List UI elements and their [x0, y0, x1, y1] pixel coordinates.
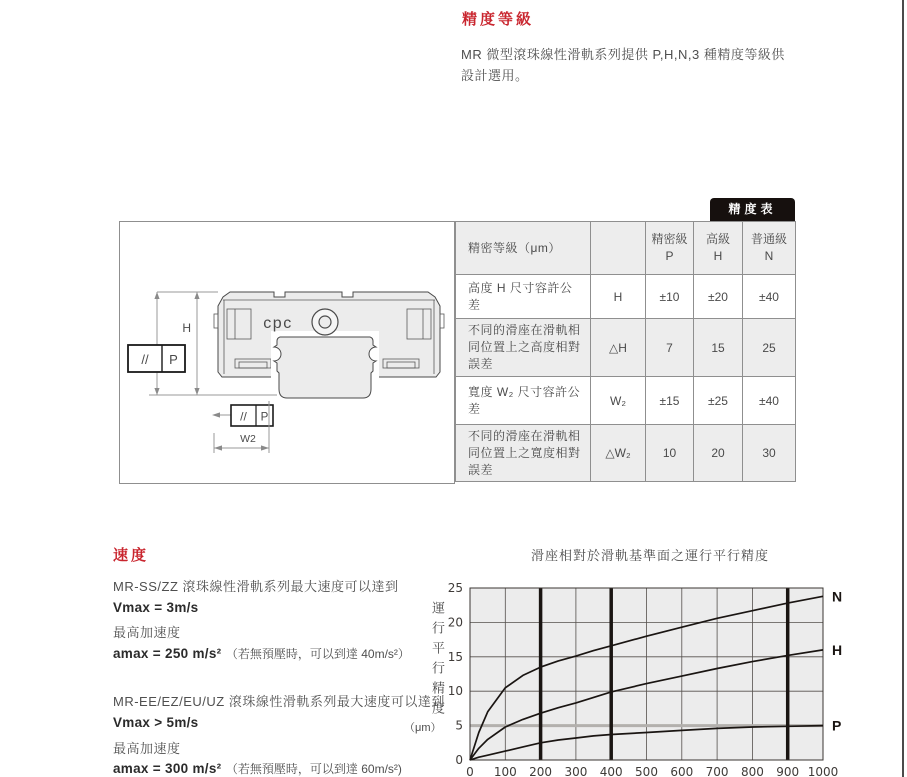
x-tick-label: 0 [466, 765, 474, 777]
y-tick-label: 5 [455, 718, 463, 733]
x-tick-label: 400 [599, 765, 623, 777]
precision-table-tab: 精度表 [710, 198, 795, 221]
dim-w2-label: W2 [240, 433, 256, 445]
carriage-cross-section-diagram [119, 221, 455, 484]
precision-body-line2: 設計選用。 [461, 68, 529, 83]
dim-h-label: H [182, 321, 191, 335]
speed-section-title: 速度 [113, 547, 150, 564]
grease-hole-inner-icon [319, 316, 331, 328]
x-tick-label: 900 [776, 765, 800, 777]
speed-para2-vmax: Vmax > 5m/s [113, 715, 199, 730]
curve-label-P: P [832, 717, 842, 734]
x-tick-label: 300 [564, 765, 588, 777]
table-header-row [456, 222, 796, 275]
precision-section-title: 精度等級 [462, 11, 535, 28]
y-tick-label: 0 [455, 753, 463, 767]
unit-header-cell: 精密等級（μm） [456, 222, 591, 275]
precision-body-line1: MR 微型滾珠線性滑軌系列提供 P,H,N,3 種精度等級供 [461, 47, 785, 62]
parallelism-symbol: // [240, 409, 247, 424]
parallelism-datum: P [169, 352, 178, 367]
speed-para2-line1: MR-EE/EZ/EU/UZ 滾珠線性滑軌系列最大速度可以達到 [113, 694, 445, 709]
y-tick-label: 25 [447, 581, 463, 595]
parallelism-datum: P [260, 411, 269, 424]
speed-para1-amax-line [113, 645, 410, 663]
table-row: 寬度 W₂ 尺寸容許公差 W₂ ±15 ±25 ±40 [456, 377, 796, 425]
parallelism-frame-left [128, 345, 185, 372]
y-tick-label: 15 [447, 649, 463, 664]
x-tick-label: 500 [635, 765, 658, 777]
rail-profile [274, 337, 376, 398]
x-tick-label: 800 [740, 765, 764, 777]
curve-label-N: N [832, 588, 843, 605]
chart-title: 滑座相對於滑軌基準面之運行平行精度 [530, 548, 769, 563]
cpc-logo: cpc [263, 315, 293, 332]
speed-para2-accel-label: 最高加速度 [113, 741, 181, 756]
col-header-p: 精密級 P [646, 222, 694, 275]
speed-para1-line1: MR-SS/ZZ 滾珠線性滑軌系列最大速度可以達到 [113, 579, 399, 594]
x-tick-label: 1000 [807, 765, 839, 777]
precision-table [455, 221, 796, 482]
speed-para2-amax-line [113, 760, 402, 777]
col-header-h: 高級 H [694, 222, 743, 275]
amax-note: （若無預壓時，可以到達 40m/s²） [225, 647, 410, 661]
y-tick-label: 20 [447, 615, 463, 630]
curve-label-H: H [832, 641, 843, 658]
col-header-n: 普通級 N [743, 222, 796, 275]
amax-value: amax = 300 m/s² [113, 761, 222, 776]
page-margin-rule [902, 0, 904, 777]
x-tick-label: 600 [670, 765, 694, 777]
chart-y-axis-unit: （μm） [404, 722, 442, 734]
symbol-header-cell [591, 222, 646, 275]
parallelism-frame-bottom [231, 405, 273, 426]
y-tick-label: 10 [447, 684, 463, 699]
x-tick-label: 100 [493, 765, 517, 777]
table-row: 不同的滑座在滑軌相同位置上之寬度相對誤差 △W₂ 10 20 30 [456, 425, 796, 482]
speed-para1-vmax: Vmax = 3m/s [113, 600, 199, 615]
speed-para1-accel-label: 最高加速度 [113, 625, 181, 640]
amax-note: （若無預壓時，可以到達 60m/s²) [225, 762, 402, 776]
table-row: 高度 H 尺寸容許公差 H ±10 ±20 ±40 [456, 275, 796, 319]
amax-value: amax = 250 m/s² [113, 646, 222, 661]
precision-section-body [461, 44, 806, 86]
chart-y-axis-label: 運行平行精度 [430, 601, 445, 721]
x-tick-label: 200 [529, 765, 553, 777]
x-tick-label: 700 [705, 765, 729, 777]
parallelism-symbol: // [141, 352, 149, 367]
parallelism-chart [418, 553, 890, 777]
table-row: 不同的滑座在滑軌相同位置上之高度相對誤差 △H 7 15 25 [456, 319, 796, 377]
